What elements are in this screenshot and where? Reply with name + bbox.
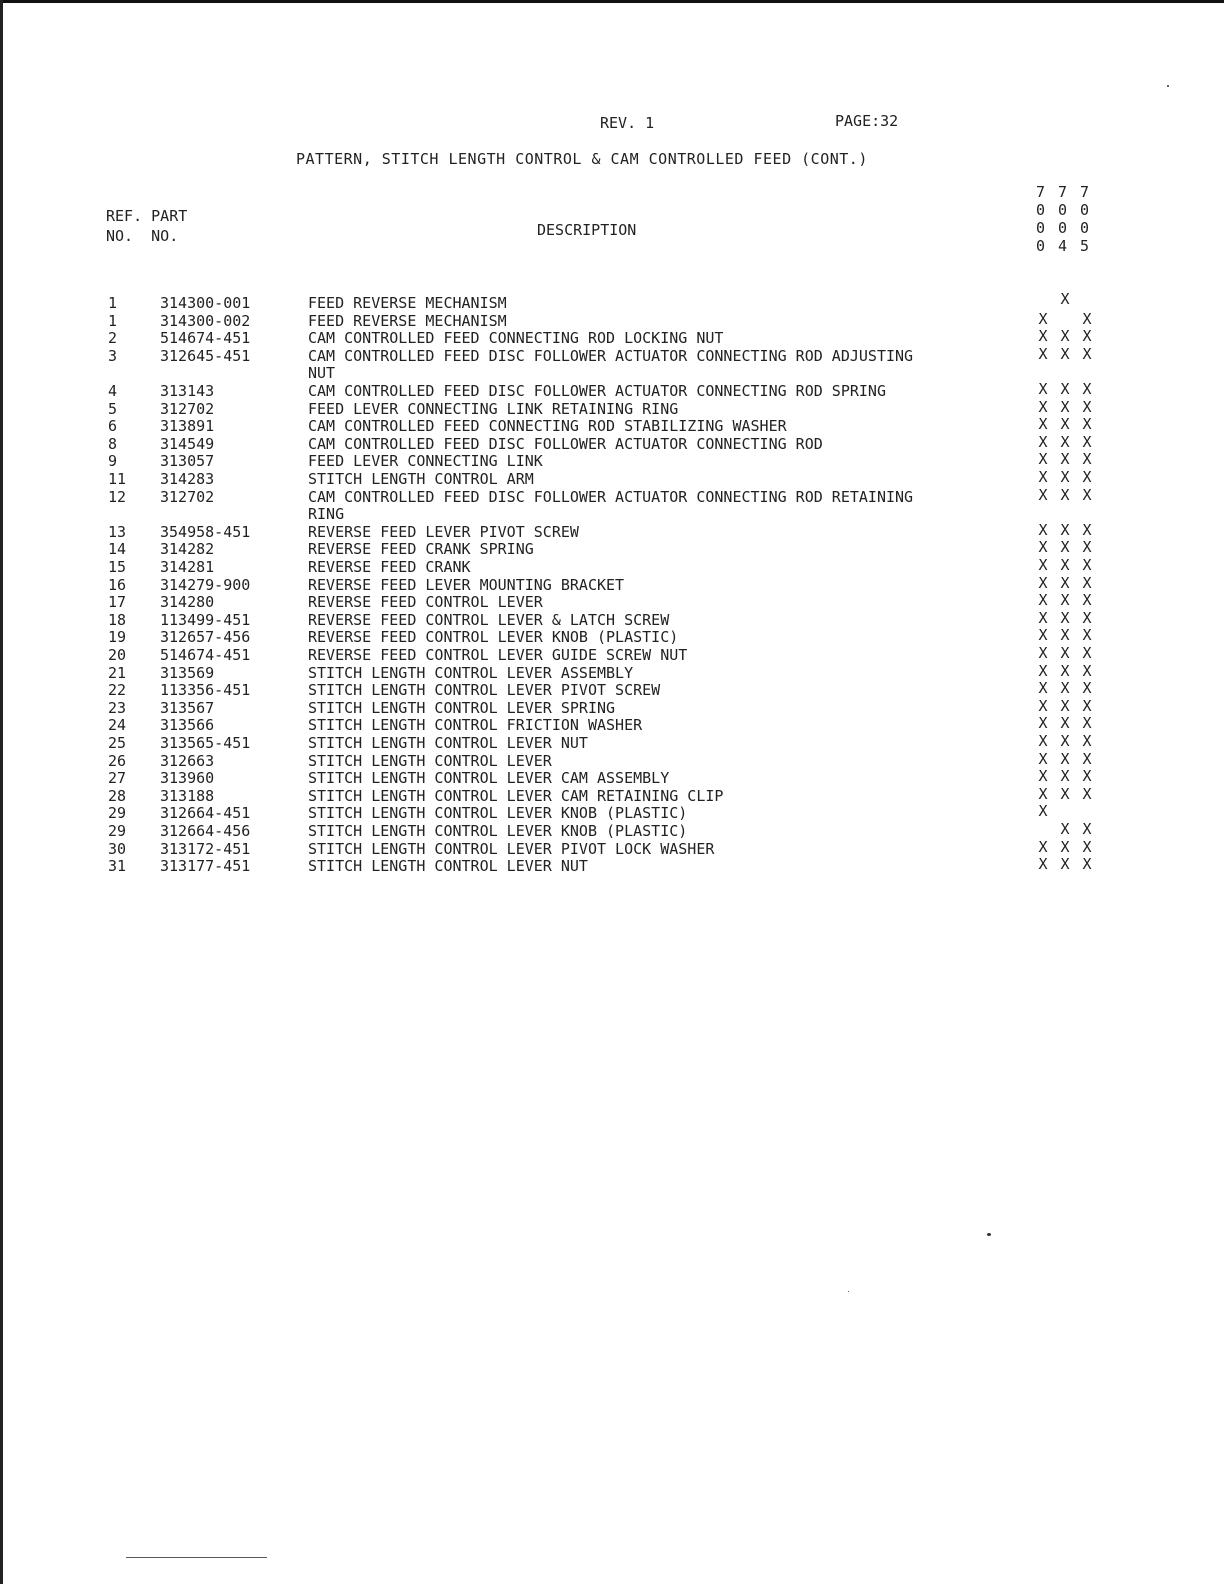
ref-number: 11	[108, 470, 127, 488]
part-description: STITCH LENGTH CONTROL LEVER PIVOT LOCK WASHER	[308, 839, 715, 858]
part-number: 314549	[160, 434, 215, 453]
model-applicability-mark: X	[1082, 767, 1092, 786]
part-number: 313188	[160, 786, 215, 805]
model-applicability-mark: X	[1038, 397, 1048, 416]
ref-number: 24	[108, 716, 127, 735]
ref-number: 19	[108, 628, 127, 647]
model-applicability-mark: X	[1038, 485, 1048, 504]
part-number: 314280	[160, 593, 215, 612]
model-applicability-mark: X	[1038, 327, 1048, 346]
model-applicability-mark: X	[1038, 556, 1048, 574]
model-applicability-mark: X	[1060, 837, 1070, 856]
scan-speck	[848, 1291, 849, 1292]
model-applicability-mark: X	[1060, 520, 1070, 539]
model-applicability-mark: X	[1060, 450, 1070, 469]
part-description: STITCH LENGTH CONTROL LEVER	[308, 751, 552, 770]
ref-number: 1	[108, 294, 118, 312]
part-description: STITCH LENGTH CONTROL LEVER SPRING	[308, 698, 616, 717]
ref-part-header-line2: NO. NO.	[106, 227, 179, 245]
ref-number: 21	[108, 663, 127, 682]
model-applicability-mark: X	[1060, 380, 1070, 398]
model-applicability-mark: X	[1060, 415, 1070, 434]
page-number: PAGE:32	[835, 112, 899, 130]
model-applicability-mark: X	[1082, 855, 1092, 874]
part-description: CAM CONTROLLED FEED CONNECTING ROD LOCKING NUT	[308, 329, 724, 348]
part-description: STITCH LENGTH CONTROL FRICTION WASHER	[308, 716, 643, 735]
ref-number: 23	[108, 698, 127, 717]
part-number: 314283	[160, 470, 215, 488]
model-applicability-mark: X	[1060, 608, 1070, 627]
part-description: REVERSE FEED CONTROL LEVER KNOB (PLASTIC)	[308, 628, 679, 647]
model-applicability-mark: X	[1060, 661, 1070, 680]
model-applicability-mark: X	[1082, 573, 1092, 592]
part-number: 313057	[160, 452, 215, 471]
part-description: STITCH LENGTH CONTROL LEVER PIVOT SCREW	[308, 681, 661, 700]
part-description: STITCH LENGTH CONTROL LEVER CAM ASSEMBLY	[308, 769, 670, 788]
part-number: 312663	[160, 751, 215, 770]
model-digit: 0	[1080, 219, 1090, 237]
part-description: CAM CONTROLLED FEED DISC FOLLOWER ACTUATOR CONNECTING ROD SPRING	[308, 382, 886, 400]
model-digit: 0	[1058, 201, 1068, 219]
model-applicability-mark: X	[1060, 767, 1070, 786]
model-applicability-mark: X	[1038, 608, 1048, 627]
ref-number: 9	[108, 452, 118, 471]
model-applicability-mark: X	[1060, 820, 1070, 838]
part-number: 314281	[160, 558, 215, 576]
model-applicability-mark: X	[1082, 380, 1092, 398]
model-applicability-mark: X	[1082, 837, 1092, 856]
part-description: REVERSE FEED LEVER MOUNTING BRACKET	[308, 575, 625, 594]
model-applicability-mark: X	[1038, 802, 1048, 821]
ref-number: 25	[108, 734, 127, 752]
model-applicability-mark: X	[1060, 855, 1070, 874]
model-applicability-mark: X	[1082, 397, 1092, 416]
ref-number: 15	[108, 558, 127, 576]
part-description: REVERSE FEED CONTROL LEVER GUIDE SCREW NUT	[308, 646, 688, 664]
part-number: 312702	[160, 487, 215, 506]
ref-number: 30	[108, 839, 127, 858]
ref-number: 6	[108, 417, 118, 436]
model-applicability-mark: X	[1082, 820, 1092, 838]
model-applicability-mark: X	[1038, 837, 1048, 856]
ref-number: 28	[108, 786, 127, 805]
model-applicability-mark: X	[1082, 732, 1092, 750]
part-number: 313960	[160, 769, 215, 788]
model-applicability-mark: X	[1060, 573, 1070, 592]
ref-number: 14	[108, 540, 127, 559]
part-number: 354958-451	[160, 522, 251, 541]
model-applicability-mark: X	[1060, 714, 1070, 733]
part-number: 312702	[160, 399, 215, 418]
model-applicability-mark: X	[1038, 344, 1048, 363]
model-applicability-mark: X	[1082, 661, 1092, 680]
part-number: 313565-451	[160, 734, 251, 752]
model-applicability-mark: X	[1060, 556, 1070, 574]
ref-number: 17	[108, 593, 127, 612]
part-number: 113356-451	[160, 681, 251, 700]
part-number: 312657-456	[160, 628, 251, 647]
table-row	[0, 485, 1224, 506]
model-applicability-mark: X	[1038, 450, 1048, 469]
model-applicability-mark: X	[1060, 784, 1070, 803]
model-applicability-mark: X	[1038, 696, 1048, 715]
part-description: STITCH LENGTH CONTROL ARM	[308, 470, 534, 488]
part-description: CAM CONTROLLED FEED DISC FOLLOWER ACTUATOR CONNECTING ROD RETAINING	[308, 487, 914, 506]
ref-part-header-line1: REF. PART	[106, 207, 188, 225]
ref-number: 3	[108, 346, 118, 365]
part-number: 314300-001	[160, 294, 251, 312]
part-number: 313143	[160, 382, 215, 400]
model-applicability-mark: X	[1082, 450, 1092, 469]
ref-number: 16	[108, 575, 127, 594]
model-applicability-mark: X	[1082, 784, 1092, 803]
ref-number: 1	[108, 311, 118, 330]
part-number: 312645-451	[160, 346, 251, 365]
scan-speck	[987, 1233, 991, 1236]
model-applicability-mark: X	[1082, 644, 1092, 662]
model-applicability-mark: X	[1082, 415, 1092, 434]
part-number: 313172-451	[160, 839, 251, 858]
model-applicability-mark: X	[1060, 679, 1070, 698]
ref-number: 8	[108, 434, 118, 453]
model-digit: 0	[1036, 201, 1046, 219]
model-applicability-mark: X	[1038, 679, 1048, 698]
part-description: STITCH LENGTH CONTROL LEVER NUT	[308, 857, 588, 876]
model-digit: 0	[1036, 237, 1046, 255]
model-applicability-mark: X	[1082, 626, 1092, 645]
ref-number: 18	[108, 610, 127, 629]
model-digit: 0	[1080, 201, 1090, 219]
model-applicability-mark: X	[1082, 432, 1092, 451]
model-applicability-mark: X	[1038, 661, 1048, 680]
model-applicability-mark: X	[1038, 714, 1048, 733]
model-applicability-mark: X	[1082, 696, 1092, 715]
ref-number: 13	[108, 522, 127, 541]
part-number: 113499-451	[160, 610, 251, 629]
model-applicability-mark: X	[1060, 344, 1070, 363]
part-description: STITCH LENGTH CONTROL LEVER NUT	[308, 734, 588, 752]
part-number: 314279-900	[160, 575, 251, 594]
part-description: REVERSE FEED CONTROL LEVER & LATCH SCREW	[308, 610, 670, 629]
model-applicability-mark: X	[1082, 538, 1092, 557]
model-applicability-mark: X	[1038, 415, 1048, 434]
description-header: DESCRIPTION	[537, 221, 637, 239]
part-number: 312664-456	[160, 822, 251, 840]
part-number: 312664-451	[160, 804, 251, 823]
ref-number: 29	[108, 804, 127, 823]
ref-number: 2	[108, 329, 118, 348]
part-number: 313891	[160, 417, 215, 436]
model-applicability-mark: X	[1038, 784, 1048, 803]
part-description: CAM CONTROLLED FEED CONNECTING ROD STABILIZING WASHER	[308, 417, 787, 436]
model-applicability-mark: X	[1082, 714, 1092, 733]
model-applicability-mark: X	[1082, 309, 1092, 328]
part-number: 313177-451	[160, 857, 251, 876]
model-applicability-mark: X	[1060, 749, 1070, 768]
part-description: STITCH LENGTH CONTROL LEVER CAM RETAINING CLIP	[308, 786, 724, 805]
part-description: STITCH LENGTH CONTROL LEVER ASSEMBLY	[308, 663, 634, 682]
ref-number: 26	[108, 751, 127, 770]
model-applicability-mark: X	[1038, 520, 1048, 539]
ref-number: 20	[108, 646, 127, 664]
model-applicability-mark: X	[1038, 468, 1048, 486]
model-digit: 7	[1058, 183, 1068, 201]
model-digit: 5	[1080, 237, 1090, 255]
model-applicability-mark: X	[1082, 556, 1092, 574]
model-applicability-mark: X	[1038, 380, 1048, 398]
model-applicability-mark: X	[1038, 644, 1048, 662]
scan-speck	[1167, 85, 1169, 87]
model-digit: 4	[1058, 237, 1068, 255]
model-applicability-mark: X	[1082, 344, 1092, 363]
part-number: 314282	[160, 540, 215, 559]
model-applicability-mark: X	[1060, 432, 1070, 451]
part-description: REVERSE FEED CRANK SPRING	[308, 540, 534, 559]
model-digit: 0	[1036, 219, 1046, 237]
model-digit: 0	[1058, 219, 1068, 237]
part-description: REVERSE FEED CONTROL LEVER	[308, 593, 543, 612]
model-applicability-mark: X	[1038, 538, 1048, 557]
model-applicability-mark: X	[1082, 485, 1092, 504]
model-applicability-mark: X	[1038, 573, 1048, 592]
model-applicability-mark: X	[1038, 626, 1048, 645]
bottom-rule	[126, 1557, 267, 1558]
part-number: 514674-451	[160, 646, 251, 664]
model-applicability-mark: X	[1060, 696, 1070, 715]
model-applicability-mark: X	[1060, 485, 1070, 504]
part-description: FEED REVERSE MECHANISM	[308, 294, 507, 312]
model-applicability-mark: X	[1082, 679, 1092, 698]
model-applicability-mark: X	[1038, 855, 1048, 874]
part-description-continuation: NUT	[308, 364, 336, 383]
ref-number: 31	[108, 857, 127, 876]
ref-number: 4	[108, 382, 118, 400]
model-applicability-mark: X	[1060, 397, 1070, 416]
model-applicability-mark: X	[1082, 520, 1092, 539]
ref-number: 29	[108, 822, 127, 840]
model-applicability-mark: X	[1038, 732, 1048, 750]
model-applicability-mark: X	[1038, 749, 1048, 768]
part-number: 313567	[160, 698, 215, 717]
part-number: 514674-451	[160, 329, 251, 348]
model-applicability-mark: X	[1082, 749, 1092, 768]
table-row	[0, 857, 1224, 875]
model-applicability-mark: X	[1038, 432, 1048, 451]
part-number: 314300-002	[160, 311, 251, 330]
part-description: REVERSE FEED CRANK	[308, 558, 471, 576]
model-applicability-mark: X	[1060, 644, 1070, 662]
ref-number: 5	[108, 399, 118, 418]
model-applicability-mark: X	[1082, 608, 1092, 627]
part-description: FEED LEVER CONNECTING LINK	[308, 452, 543, 471]
revision-label: REV. 1	[600, 114, 655, 132]
part-description: STITCH LENGTH CONTROL LEVER KNOB (PLASTIC)	[308, 822, 688, 840]
model-applicability-mark: X	[1038, 309, 1048, 328]
part-number: 313569	[160, 663, 215, 682]
table-row	[0, 344, 1224, 365]
page-title: PATTERN, STITCH LENGTH CONTROL & CAM CONTROLLED FEED (CONT.)	[296, 150, 868, 168]
model-digit: 7	[1080, 183, 1090, 201]
model-applicability-mark: X	[1082, 468, 1092, 486]
model-applicability-mark: X	[1038, 767, 1048, 786]
part-number: 313566	[160, 716, 215, 735]
ref-number: 27	[108, 769, 127, 788]
model-applicability-mark: X	[1060, 626, 1070, 645]
model-applicability-mark: X	[1060, 732, 1070, 750]
ref-number: 22	[108, 681, 127, 700]
model-applicability-mark: X	[1060, 538, 1070, 557]
part-description: FEED REVERSE MECHANISM	[308, 311, 507, 330]
part-description: STITCH LENGTH CONTROL LEVER KNOB (PLASTIC)	[308, 804, 688, 823]
model-applicability-mark: X	[1060, 290, 1070, 308]
table-row	[0, 804, 1224, 822]
part-description: CAM CONTROLLED FEED DISC FOLLOWER ACTUATOR CONNECTING ROD	[308, 434, 823, 453]
ref-number: 12	[108, 487, 127, 506]
part-description: FEED LEVER CONNECTING LINK RETAINING RING	[308, 399, 679, 418]
model-applicability-mark: X	[1060, 591, 1070, 610]
part-description: CAM CONTROLLED FEED DISC FOLLOWER ACTUATOR CONNECTING ROD ADJUSTING	[308, 346, 914, 365]
model-applicability-mark: X	[1038, 591, 1048, 610]
model-applicability-mark: X	[1060, 327, 1070, 346]
part-description: REVERSE FEED LEVER PIVOT SCREW	[308, 522, 579, 541]
model-digit: 7	[1036, 183, 1046, 201]
model-applicability-mark: X	[1060, 468, 1070, 486]
model-applicability-mark: X	[1082, 591, 1092, 610]
part-description-continuation: RING	[308, 505, 345, 524]
scan-top-edge	[0, 0, 1224, 3]
model-applicability-mark: X	[1082, 327, 1092, 346]
